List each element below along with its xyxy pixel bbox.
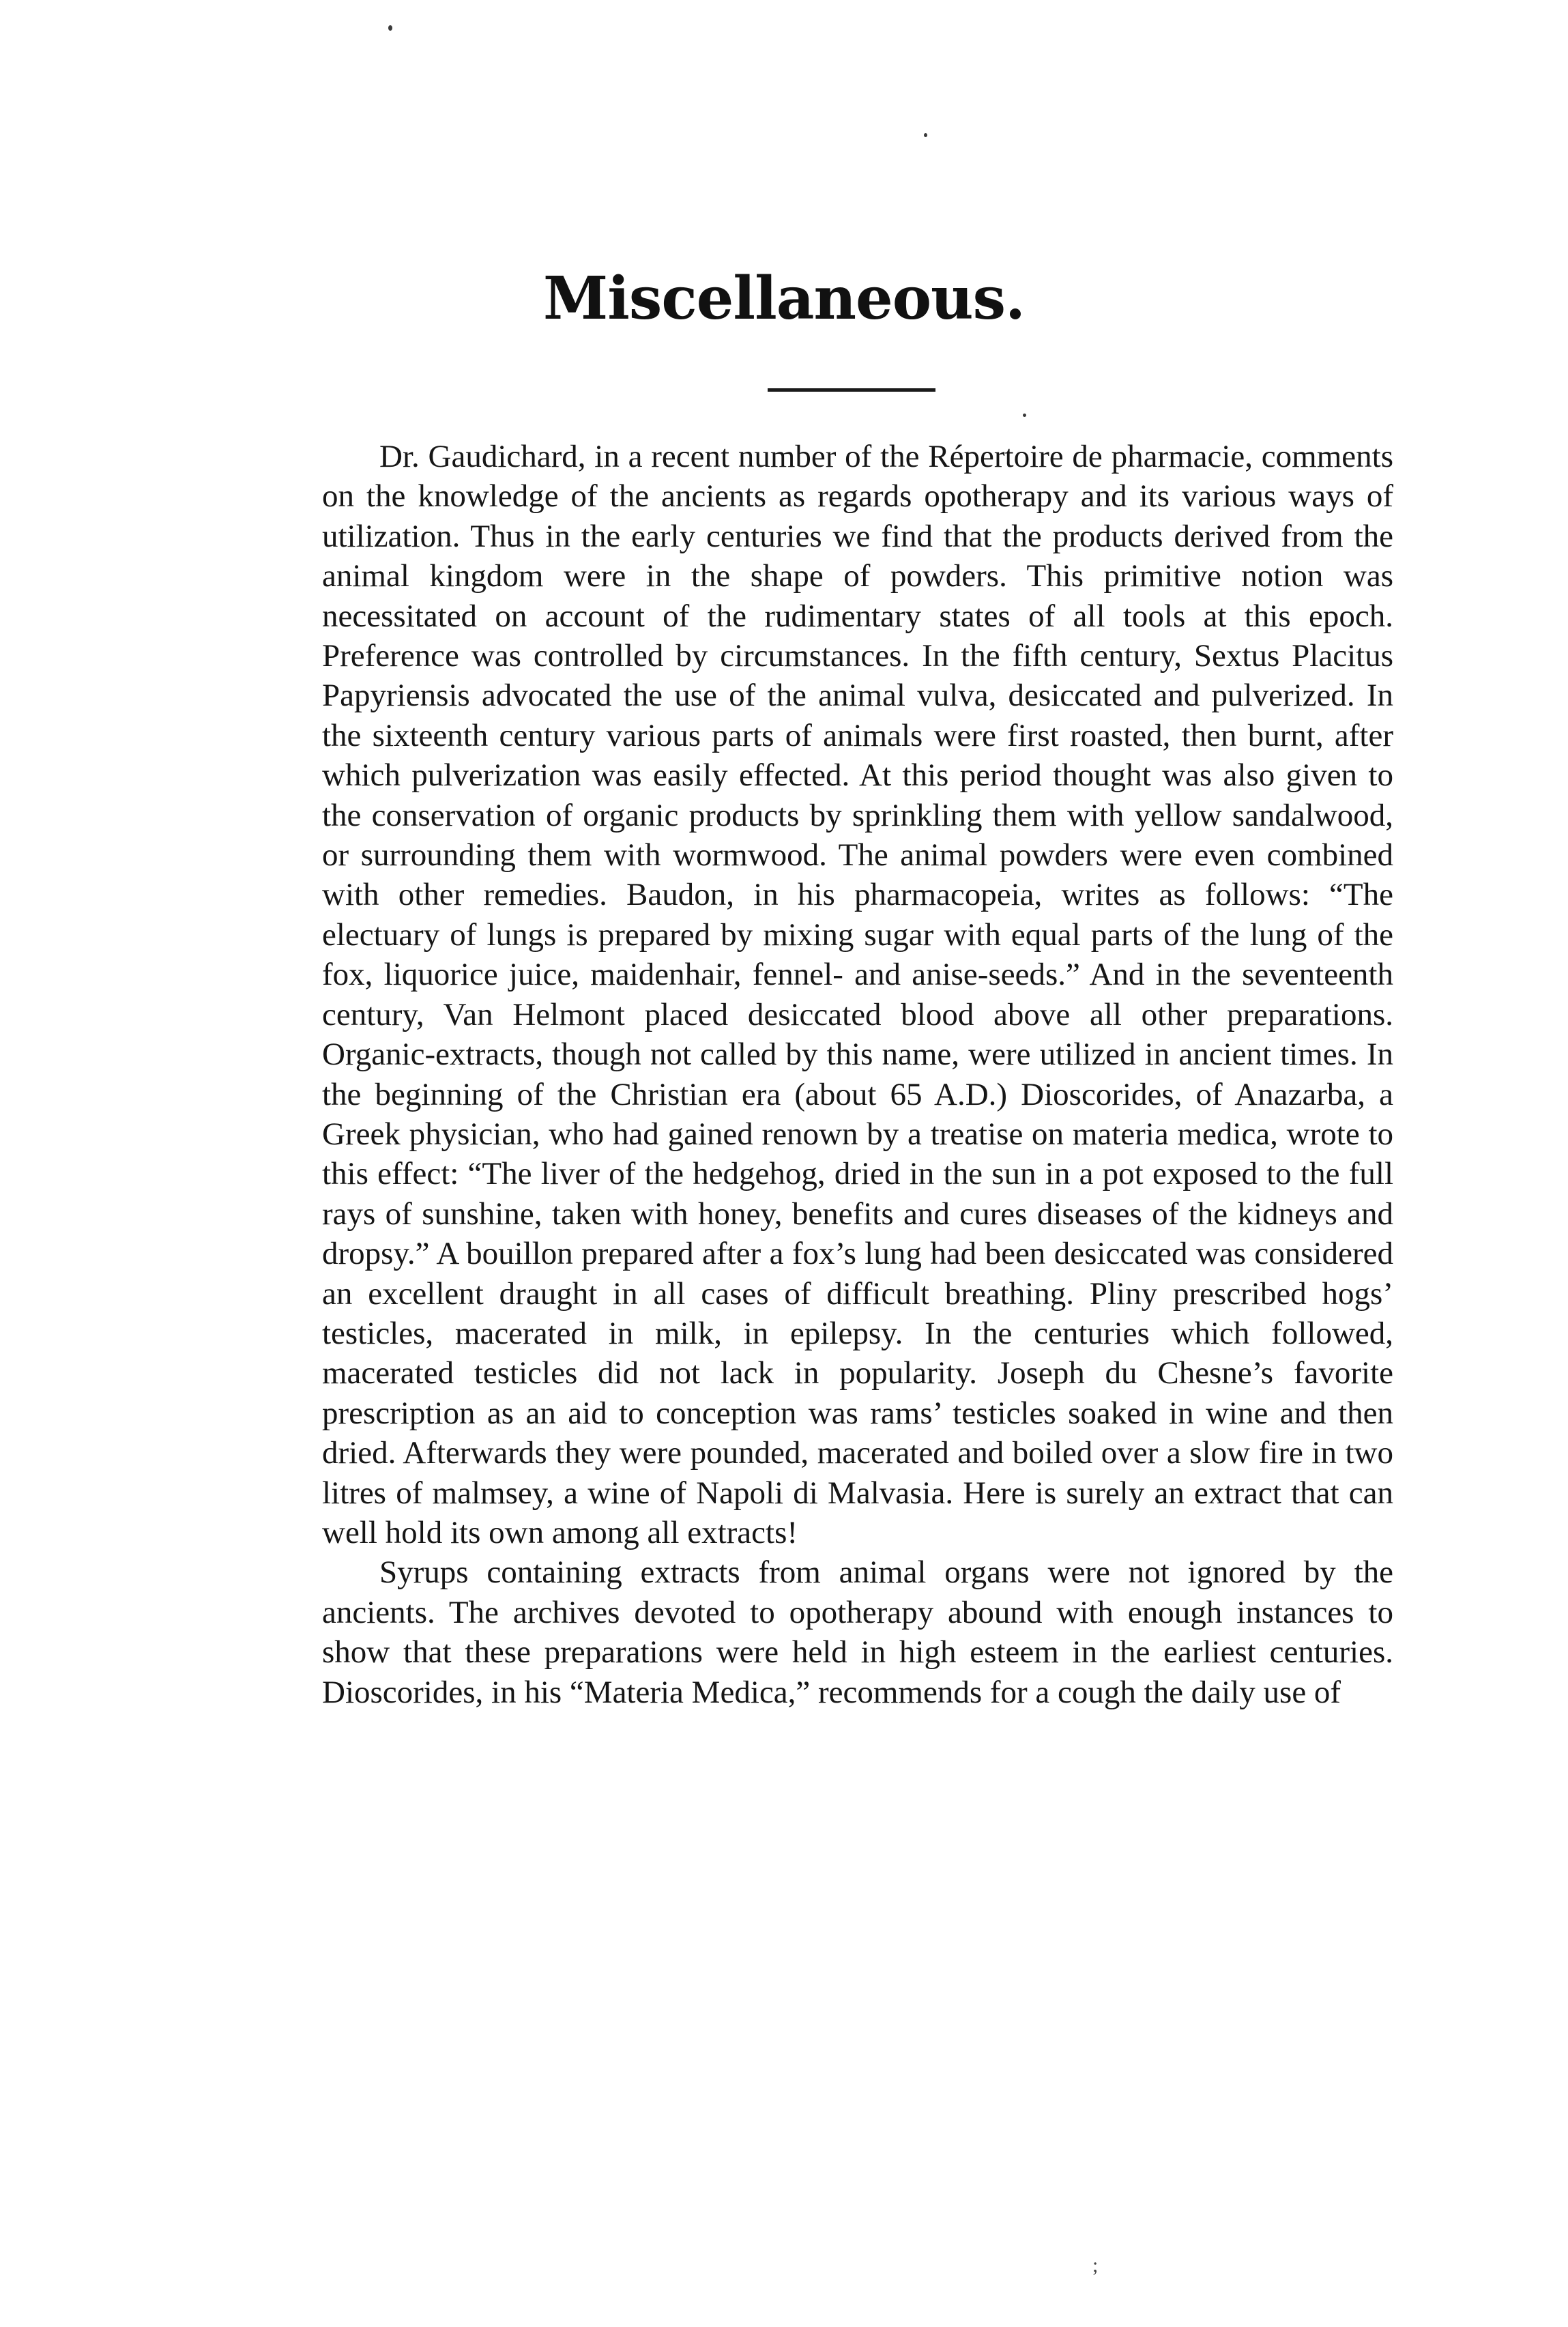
title-rule	[768, 388, 935, 392]
paragraph: Dr. Gaudichard, in a recent number of the Répertoire de pharmacie, comments on the knowledge of the ancients as regards opotherapy and its various ways of utilization. Thus in the early centuries we find that the products derived from the animal kingdom were in the shape of powders. This primitive notion was necessitated on account of the rudimentary states of all tools at this epoch. Preference was controlled by circumstances. In the fifth century, Sextus Placitus Papyriensis advocated the use of the animal vulva, desiccated and pulverized. In the sixteenth century various parts of animals were first roasted, then burnt, after which pulverization was easily effected. At this period thought was also given to the conservation of organic products by sprinkling them with yellow sandalwood, or surrounding them with wormwood. The animal powders were even combined with other remedies. Baudon, in his pharmacopeia, writes as follows: “The electuary of lungs is prepared by mixing sugar with equal parts of the lung of the fox, liquorice juice, maidenhair, fennel- and anise-seeds.” And in the seventeenth century, Van Helmont placed desiccated blood above all other preparations. Organic-extracts, though not called by this name, were utilized in ancient times. In the beginning of the Christian era (about 65 A.D.) Dioscorides, of Anazarba, a Greek physician, who had gained renown by a treatise on materia medica, wrote to this effect: “The liver of the hedgehog, dried in the sun in a pot exposed to the full rays of sunshine, taken with honey, benefits and cures diseases of the kidneys and dropsy.” A bouillon prepared after a fox’s lung had been desiccated was considered an excellent draught in all cases of difficult breathing. Pliny prescribed hogs’ testicles, macerated in milk, in epilepsy. In the centuries which followed, macerated testicles did not lack in popularity. Joseph du Chesne’s favorite prescription as an aid to conception was rams’ testicles soaked in wine and then dried. Afterwards they were pounded, macerated and boiled over a slow fire in two litres of malmsey, a wine of Napoli di Malvasia. Here is surely an extract that can well hold its own among all extracts!	[322, 439, 1393, 1550]
scan-speck	[388, 25, 392, 31]
scan-speck	[924, 133, 927, 137]
scan-speck	[1023, 414, 1026, 417]
article-body	[322, 437, 1393, 1712]
scan-mark: ;	[1092, 2254, 1099, 2277]
page-title: Miscellaneous.	[543, 264, 1025, 333]
paragraph: Syrups containing extracts from animal organs were not ignored by the ancients. The archives devoted to opotherapy abound with enough instances to show that these preparations were held in high esteem in the earliest centuries. Dioscorides, in his “Materia Medica,” recommends for a cough the daily use of	[322, 1555, 1393, 1710]
